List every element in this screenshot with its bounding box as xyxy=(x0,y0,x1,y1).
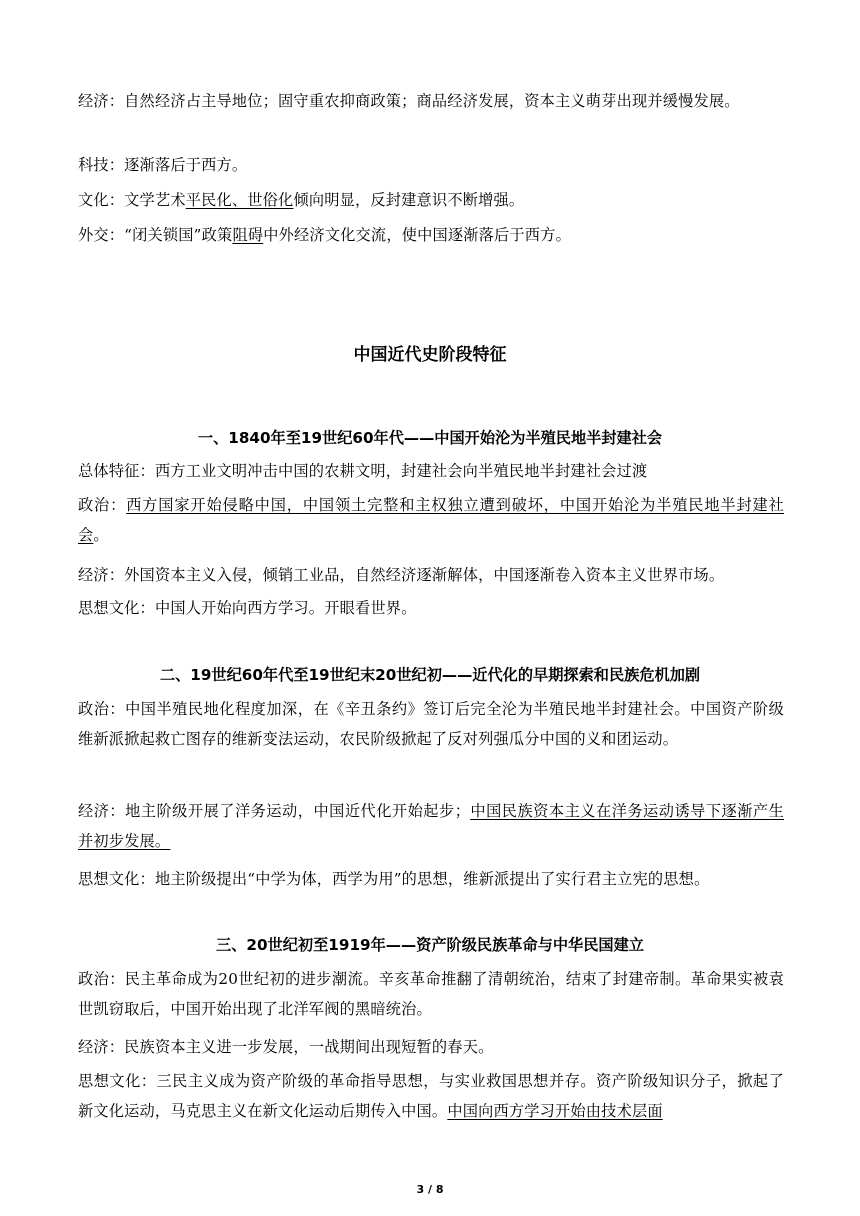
section2-heading: 二、19世纪60年代至19世纪末20世纪初——近代化的早期探索和民族危机加剧 xyxy=(159,666,701,684)
section1-overall-paragraph xyxy=(78,456,784,486)
intro-culture-underlined: 平民化、世俗化 xyxy=(185,191,294,209)
section1-politics-paragraph xyxy=(78,490,784,550)
intro-diplomacy-label: 外交： xyxy=(78,226,125,244)
intro-culture-post: 倾向明显，反封建意识不断增强。 xyxy=(293,191,525,209)
page-title: 中国近代史阶段特征 xyxy=(353,345,507,365)
section1-overall-text: 西方工业文明冲击中国的农耕文明，封建社会向半殖民地半封建社会过渡 xyxy=(154,462,648,480)
section2-politics-label: 政治： xyxy=(78,700,126,718)
section1-politics-label: 政治： xyxy=(78,496,127,514)
section3-thought-paragraph xyxy=(78,1066,784,1126)
intro-economy-label: 经济： xyxy=(78,92,125,110)
intro-diplomacy-underlined: 阻碍 xyxy=(232,226,264,244)
section2-economy-underlined: 中国民族资本主义在洋务运动诱导下逐渐产生并初步发展。 xyxy=(78,802,785,850)
intro-diplomacy-post: 中外经济文化交流，使中国逐渐落后于西方。 xyxy=(263,226,571,244)
section2-thought-label: 思想文化： xyxy=(78,870,155,888)
section2-thought-paragraph xyxy=(78,864,784,894)
intro-tech-text: 逐渐落后于西方。 xyxy=(124,156,248,174)
section2-economy-paragraph xyxy=(78,796,784,856)
intro-diplomacy-paragraph xyxy=(78,220,784,250)
section1-politics-post: 。 xyxy=(93,526,109,544)
intro-economy-text: 自然经济占主导地位；固守重农抑商政策；商品经济发展，资本主义萌芽出现并缓慢发展。 xyxy=(124,92,740,110)
section1-heading: 一、1840年至19世纪60年代——中国开始沦为半殖民地半封建社会 xyxy=(197,429,663,447)
section1-economy-label: 经济： xyxy=(78,566,125,584)
section3-thought-underlined: 中国向西方学习开始由技术层面 xyxy=(447,1102,663,1120)
section1-thought-label: 思想文化： xyxy=(78,599,155,617)
section2-thought-text: 地主阶级提出“中学为体，西学为用”的思想，维新派提出了实行君主立宪的思想。 xyxy=(154,870,710,888)
section2-economy-label: 经济： xyxy=(78,802,126,820)
section1-thought-paragraph xyxy=(78,593,784,623)
section1-economy-paragraph xyxy=(78,560,784,590)
intro-culture-pre: 文学艺术 xyxy=(124,191,186,209)
intro-economy-paragraph xyxy=(78,86,784,116)
section3-economy-paragraph xyxy=(78,1032,784,1062)
intro-culture-paragraph xyxy=(78,185,784,215)
section1-politics-underlined: 西方国家开始侵略中国，中国领土完整和主权独立遭到破坏，中国开始沦为半殖民地半封建社会 xyxy=(78,496,784,544)
section3-politics-label: 政治： xyxy=(78,970,125,988)
section2-economy-pre: 地主阶级开展了洋务运动，中国近代化开始起步； xyxy=(125,802,471,820)
section2-politics-paragraph xyxy=(78,694,784,754)
intro-culture-label: 文化： xyxy=(78,191,125,209)
intro-diplomacy-pre: “闭关锁国”政策 xyxy=(124,226,233,244)
intro-tech-label: 科技： xyxy=(78,156,125,174)
section3-economy-text: 民族资本主义进一步发展，一战期间出现短暂的春天。 xyxy=(124,1038,494,1056)
intro-tech-paragraph xyxy=(78,150,784,180)
section2-politics-text: 中国半殖民地化程度加深，在《辛丑条约》签订后完全沦为半殖民地半封建社会。中国资产阶级维新派掀起救亡图存的维新变法运动，农民阶级掀起了反对列强瓜分中国的义和团运动。 xyxy=(78,700,784,748)
section1-thought-text: 中国人开始向西方学习。开眼看世界。 xyxy=(154,599,417,617)
section1-overall-label: 总体特征： xyxy=(78,462,155,480)
section3-politics-text: 民主革命成为20世纪初的进步潮流。辛亥革命推翻了清朝统治，结束了封建帝制。革命果实被袁世凯窃取后，中国开始出现了北洋军阀的黑暗统治。 xyxy=(78,970,784,1018)
section3-politics-paragraph xyxy=(78,964,784,1024)
section3-economy-label: 经济： xyxy=(78,1038,125,1056)
section3-thought-label: 思想文化： xyxy=(78,1072,157,1090)
page-number: 3 / 8 xyxy=(416,1183,444,1196)
section1-economy-text: 外国资本主义入侵，倾销工业品，自然经济逐渐解体，中国逐渐卷入资本主义世界市场。 xyxy=(124,566,725,584)
section3-thought-pre: 三民主义成为资产阶级的革命指导思想，与实业救国思想并存。资产阶级知识分子，掀起了新文化运动，马克思主义在新文化运动后期传入中国。 xyxy=(78,1072,785,1120)
section3-heading: 三、20世纪初至1919年——资产阶级民族革命与中华民国建立 xyxy=(216,936,644,954)
